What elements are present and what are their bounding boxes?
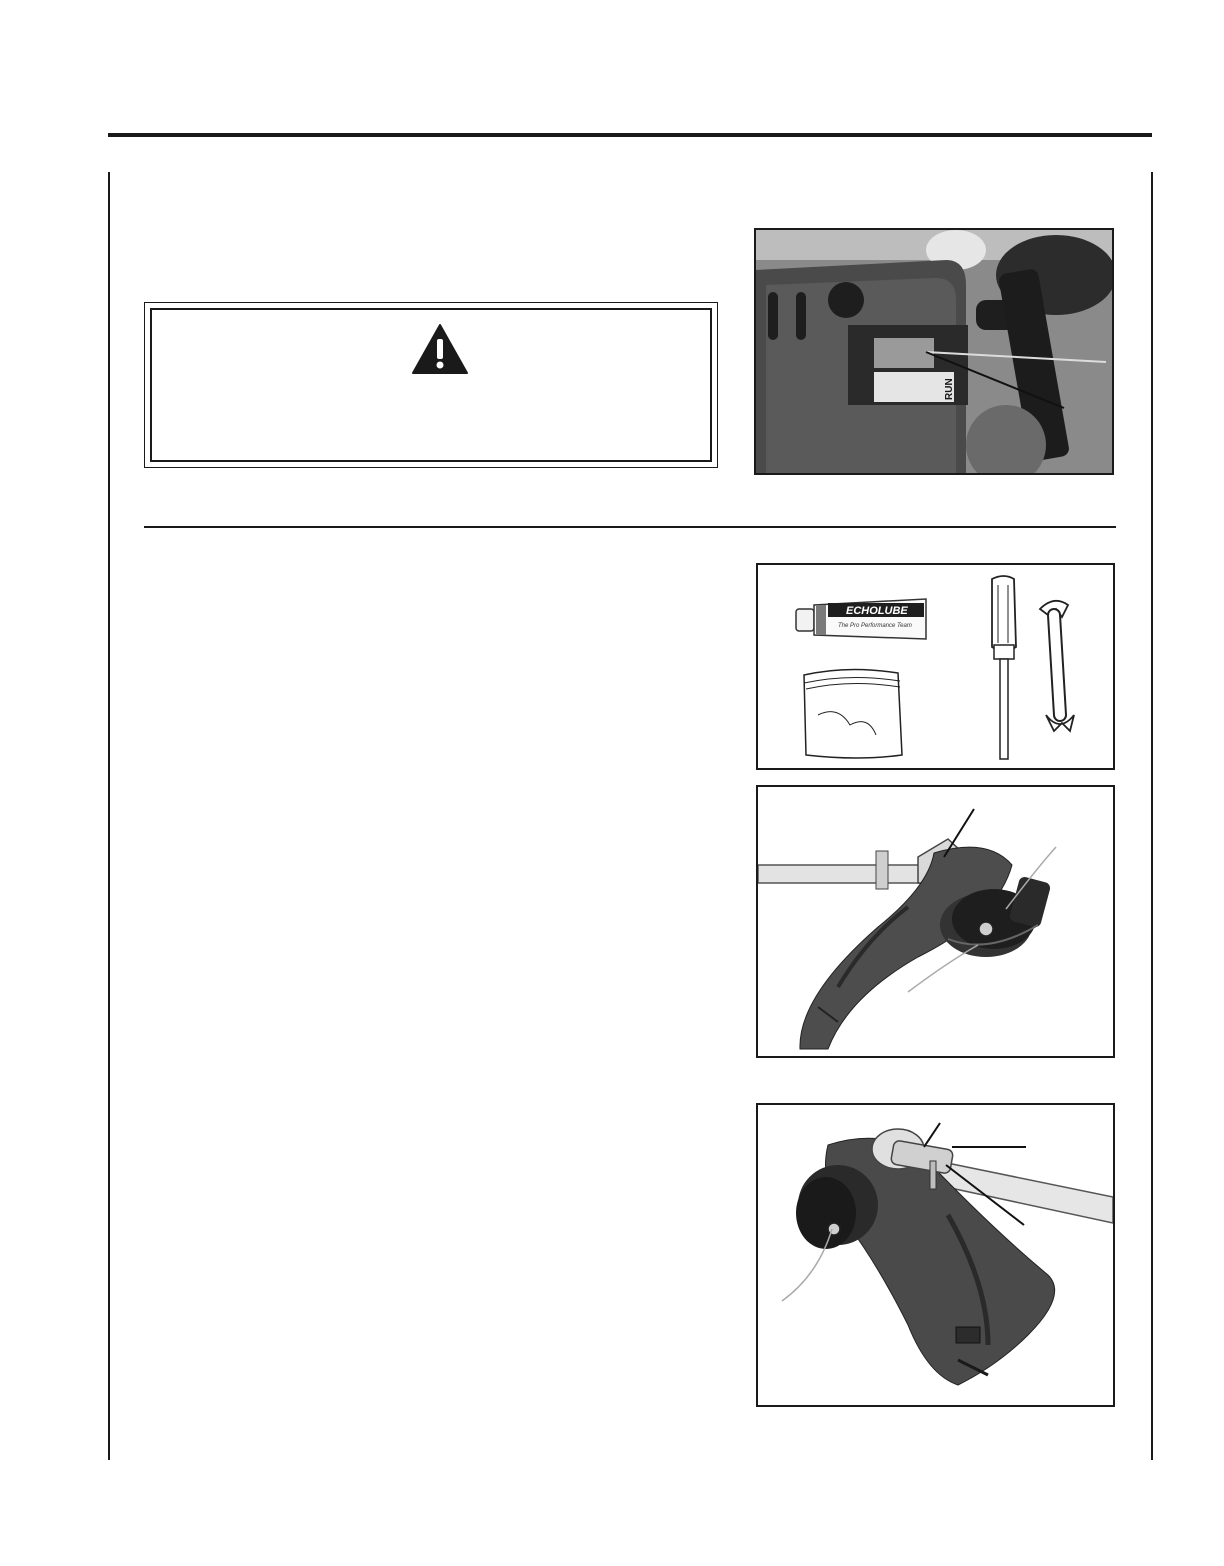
header-rule <box>108 133 1152 137</box>
debris-shield-photo <box>758 787 1113 1056</box>
shield-top-figure <box>756 785 1115 1058</box>
debris-shield-bracket-photo <box>758 1105 1113 1405</box>
grease-tube-icon <box>796 599 926 639</box>
right-margin-line <box>1151 172 1153 1460</box>
warning-box <box>150 308 712 462</box>
left-margin-line <box>108 172 110 1460</box>
section-divider <box>144 526 1116 528</box>
tools-figure <box>756 563 1115 770</box>
tube-brand-text: ECHOLUBE <box>846 605 908 617</box>
shop-rag-icon <box>804 669 902 758</box>
switch-run-label: RUN <box>944 378 955 400</box>
wrench-icon <box>1040 601 1074 731</box>
tube-tagline-text: The Pro Performance Team <box>838 623 912 629</box>
shield-bottom-figure <box>756 1103 1115 1407</box>
tools-illustration <box>758 565 1113 768</box>
warning-triangle-icon <box>411 323 469 375</box>
stop-switch-photo <box>756 230 1112 473</box>
stop-switch-figure <box>754 228 1114 475</box>
screwdriver-icon <box>992 576 1016 759</box>
